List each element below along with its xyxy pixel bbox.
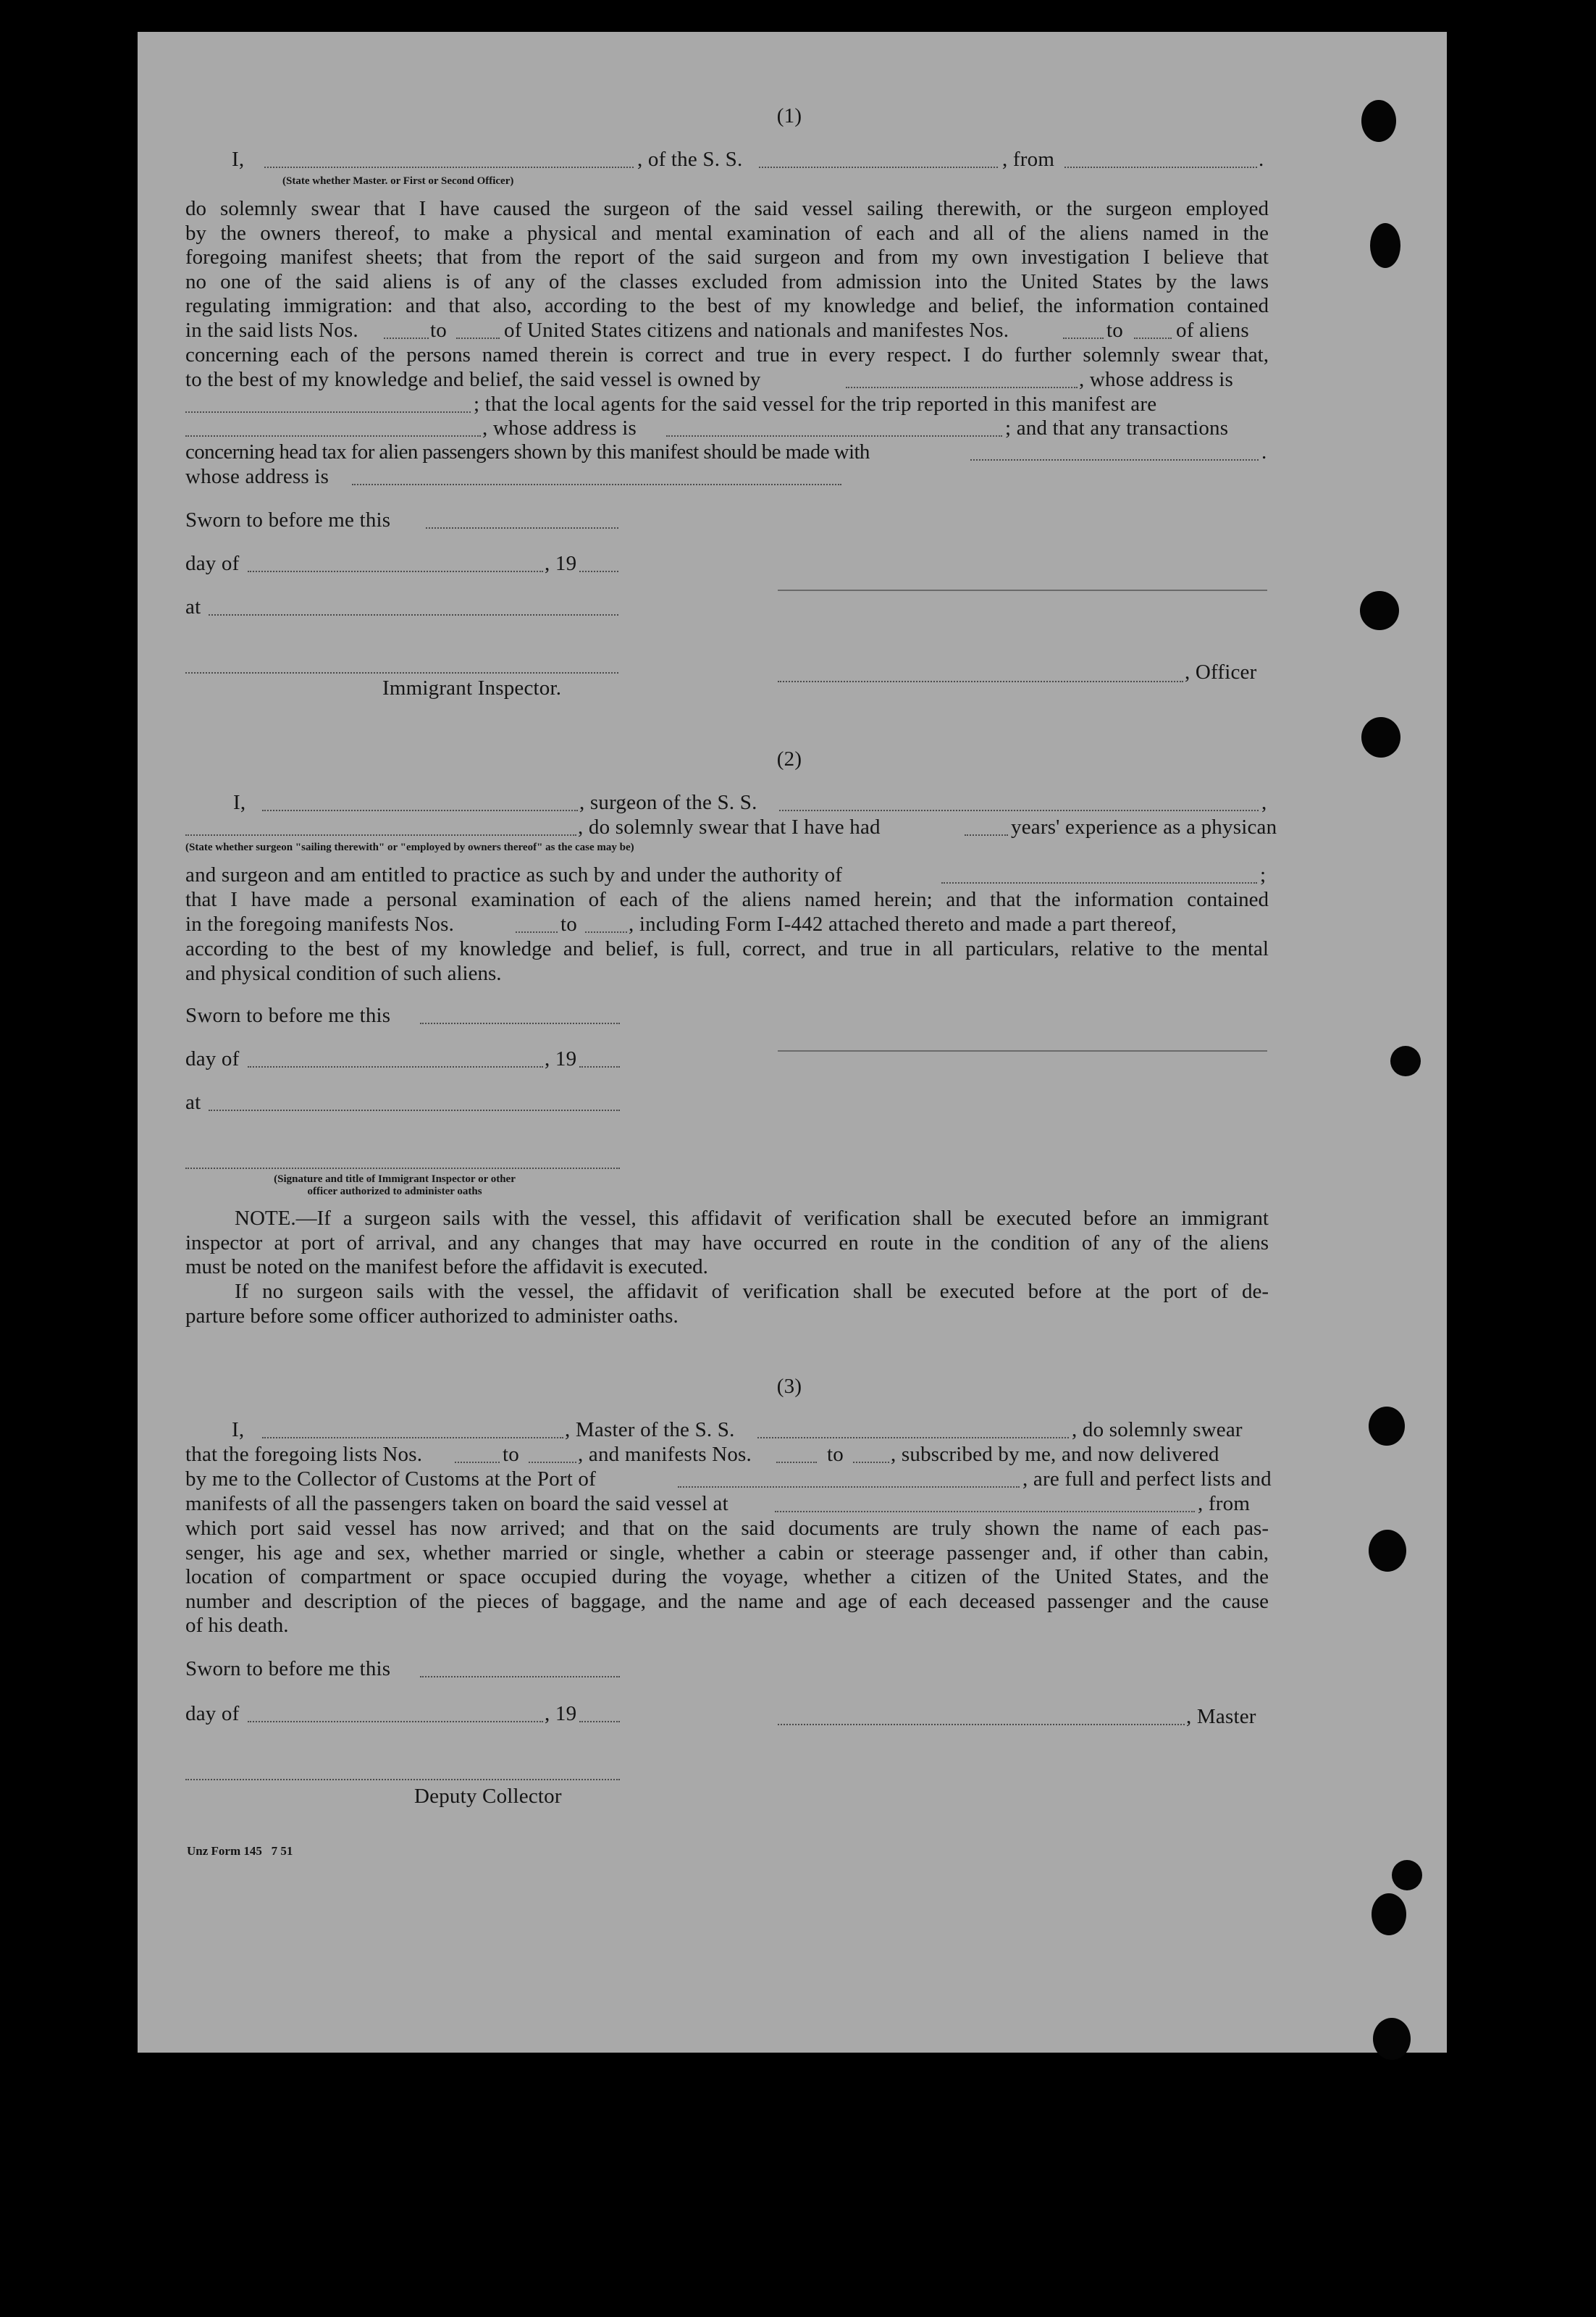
s1-signature-line[interactable] <box>778 590 1267 591</box>
s3-oath-line: location of compartment or space occupied during the voyage, whether a citizen of the United States, and the <box>185 1565 1269 1589</box>
note-line: If no surgeon sails with the vessel, the affidavit of verification shall be executed before at the port of de- <box>235 1280 1269 1303</box>
s3-lists-from-field[interactable] <box>455 1462 500 1463</box>
s3-year-label: , 19 <box>545 1702 577 1725</box>
whose-address-label: whose address is <box>185 465 329 488</box>
binder-hole <box>1392 1860 1422 1890</box>
lists-to-field[interactable] <box>456 338 500 339</box>
form-i442-label: , including Form I-442 attached thereto and made a part thereof, <box>629 913 1177 936</box>
s2-at-field[interactable] <box>209 1110 620 1111</box>
surgeon-name-field[interactable] <box>262 810 578 811</box>
binder-hole <box>1370 223 1400 268</box>
s2-surgeon-ss-label: , surgeon of the S. S. <box>579 791 757 814</box>
s1-oath-line: no one of the said aliens is of any of the classes excluded from admission into the United States by the laws <box>185 269 1269 293</box>
s3-manifests-from-field[interactable] <box>776 1462 817 1463</box>
s1-sworn-day-field[interactable] <box>426 527 618 529</box>
s2-comma: , <box>1261 791 1267 814</box>
s3-lists-to-field[interactable] <box>529 1462 576 1463</box>
s2-month-field[interactable] <box>248 1066 543 1068</box>
s3-i-label: I, <box>232 1418 245 1441</box>
s1-oath-line: regulating immigration: and that also, according to the best of my knowledge and belief, the information contained <box>185 294 1269 318</box>
head-tax-period: . <box>1261 440 1267 464</box>
binder-hole <box>1360 591 1399 630</box>
s2-signature-line[interactable] <box>778 1050 1267 1052</box>
s1-of-ss-label: , of the S. S. <box>637 148 743 171</box>
vessel-name-field[interactable] <box>759 167 998 168</box>
s2-officer-signature-line[interactable] <box>185 1168 620 1169</box>
s3-year-field[interactable] <box>579 1721 620 1722</box>
s2-vessel-field[interactable] <box>779 810 1259 811</box>
s2-manifests-from-field[interactable] <box>516 931 558 933</box>
owner-address-label: , whose address is <box>1079 368 1234 391</box>
aliens-label: of aliens <box>1176 319 1249 342</box>
subscribed-label: , subscribed by me, and now delivered <box>891 1443 1219 1466</box>
perfect-lists-label: , are full and perfect lists and <box>1022 1467 1272 1491</box>
s2-oath-line: according to the best of my knowledge and belief, is full, correct, and true in all particulars, relative to the mental <box>185 937 1269 960</box>
boarding-port-field[interactable] <box>775 1511 1195 1512</box>
binder-hole <box>1369 1407 1405 1446</box>
note-paragraph-1 <box>185 1207 1269 1280</box>
deputy-signature-line[interactable] <box>185 1779 620 1780</box>
head-tax-agent-field[interactable] <box>970 459 1259 461</box>
binder-hole <box>1372 1893 1406 1935</box>
s2-year-field[interactable] <box>579 1066 620 1068</box>
sig-note-line-2: officer authorized to administer oaths <box>307 1186 482 1197</box>
s2-signature-note <box>224 1173 565 1198</box>
owned-by-label: to the best of my knowledge and belief, the said vessel is owned by <box>185 368 761 391</box>
s1-i-label: I, <box>232 148 245 171</box>
head-tax-agent-address-field[interactable] <box>352 484 841 485</box>
form-identifier: Unz Form 145 7 51 <box>187 1844 293 1858</box>
agents-address-label: , whose address is <box>482 416 637 440</box>
head-tax-label: concerning head tax for alien passengers shown by this manifest should be made with <box>185 440 870 464</box>
binder-hole <box>1373 2018 1411 2060</box>
manifests-to-field[interactable] <box>1134 338 1172 339</box>
master-signature-line[interactable] <box>778 1724 1185 1725</box>
note-line: inspector at port of arrival, and any changes that may have occurred en route in the condition of any of the aliens <box>185 1231 1269 1254</box>
binder-hole <box>1369 1530 1406 1572</box>
s2-manifests-to-label: to <box>560 913 577 936</box>
s3-from-label: , from <box>1198 1492 1251 1515</box>
local-agents-field[interactable] <box>185 435 481 437</box>
s1-year-field[interactable] <box>579 571 618 572</box>
binder-hole <box>1361 100 1396 142</box>
local-agents-label: ; that the local agents for the said vessel for the trip reported in this manifest are <box>474 393 1157 416</box>
section-1-number: (1) <box>776 104 802 127</box>
arrival-port-field[interactable] <box>678 1486 1020 1488</box>
binder-hole <box>1361 717 1400 758</box>
s3-manifests-to-label: to <box>827 1443 844 1466</box>
experience-years-field[interactable] <box>965 834 1008 836</box>
note-paragraph-2 <box>185 1280 1269 1328</box>
s3-swear-label: , do solemnly swear <box>1072 1418 1243 1441</box>
owner-address-field[interactable] <box>185 411 471 413</box>
s2-i-label: I, <box>233 791 246 814</box>
s2-manifests-to-field[interactable] <box>585 931 627 933</box>
deputy-collector-label: Deputy Collector <box>414 1785 562 1808</box>
note-line: parture before some officer authorized to administer oaths. <box>185 1304 679 1328</box>
s1-sworn-label: Sworn to before me this <box>185 508 391 532</box>
master-label: , Master <box>1186 1705 1256 1728</box>
s2-oath-text <box>185 888 1269 913</box>
collector-port-label: by me to the Collector of Customs at the Port of <box>185 1467 596 1491</box>
s1-day-of-label: day of <box>185 552 240 575</box>
transactions-label: ; and that any transactions <box>1005 416 1229 440</box>
s3-manifests-to-field[interactable] <box>853 1462 889 1463</box>
s3-sworn-label: Sworn to before me this <box>185 1657 391 1680</box>
s1-period: . <box>1259 148 1264 171</box>
authority-semicolon: ; <box>1260 863 1267 887</box>
s3-oath-text <box>185 1517 1269 1638</box>
surgeon-status-field[interactable] <box>185 834 576 836</box>
officer-name-field[interactable] <box>264 167 634 168</box>
s3-day-of-label: day of <box>185 1702 240 1725</box>
lists-to-label: to <box>430 319 447 342</box>
master-name-field[interactable] <box>262 1437 563 1438</box>
binder-hole <box>1390 1046 1421 1076</box>
s1-oath-text-2 <box>185 343 1269 368</box>
s1-oath-line: do solemnly swear that I have caused the surgeon of the said vessel sailing therewith, or the surgeon employed <box>185 197 1269 220</box>
note-line: NOTE.—If a surgeon sails with the vessel, this affidavit of verification shall be executed before an immigrant <box>235 1207 1269 1230</box>
years-experience-label: years' experience as a physican <box>1011 816 1277 839</box>
s2-sworn-label: Sworn to before me this <box>185 1004 391 1027</box>
inspector-label: Immigrant Inspector. <box>382 676 562 700</box>
s3-manifests-label: , and manifests Nos. <box>578 1443 752 1466</box>
form-page <box>138 32 1447 2053</box>
sig-note-line-1: (Signature and title of Immigrant Inspector or other <box>274 1173 516 1185</box>
lists-from-field[interactable] <box>384 338 429 339</box>
authority-label: and surgeon and am entitled to practice as such by and under the authority of <box>185 863 843 887</box>
s2-oath-line: that I have made a personal examination of each of the aliens named herein; and that the information contained <box>185 888 1269 911</box>
s3-lists-to-label: to <box>503 1443 519 1466</box>
s3-month-field[interactable] <box>248 1721 543 1722</box>
s1-oath-line: by the owners thereof, to make a physical and mental examination of each and all of the aliens named in the <box>185 221 1269 245</box>
citizens-manifests-label: of United States citizens and nationals and manifestes Nos. <box>504 319 1009 342</box>
officer-label: , Officer <box>1185 661 1257 684</box>
section-2-number: (2) <box>776 747 802 771</box>
master-ss-label: , Master of the S. S. <box>565 1418 735 1441</box>
s3-oath-line: senger, his age and sex, whether married or single, whether a cabin or steerage passenger and, if other than cabin, <box>185 1541 1269 1564</box>
note-line: must be noted on the manifest before the affidavit is executed. <box>185 1255 708 1279</box>
manifests-from-field[interactable] <box>1063 338 1104 339</box>
s2-day-of-label: day of <box>185 1047 240 1070</box>
boarding-label: manifests of all the passengers taken on board the said vessel at <box>185 1492 728 1515</box>
s1-month-field[interactable] <box>248 571 543 572</box>
surgeon-status-note: (State whether surgeon "sailing therewith" or "employed by owners thereof" as the case may be) <box>185 842 634 853</box>
inspector-signature-line[interactable] <box>185 672 618 674</box>
s1-at-label: at <box>185 595 201 619</box>
s3-vessel-field[interactable] <box>757 1437 1069 1438</box>
owner-field[interactable] <box>846 387 1078 388</box>
s3-oath-line: of his death. <box>185 1614 289 1638</box>
s1-oath-line: foregoing manifest sheets; that from the report of the said surgeon and from my own investigation I believe that <box>185 246 1269 269</box>
s2-manifests-label: in the foregoing manifests Nos. <box>185 913 455 936</box>
s1-from-label: , from <box>1002 148 1055 171</box>
lists-label: in the said lists Nos. <box>185 319 358 342</box>
s3-lists-label: that the foregoing lists Nos. <box>185 1443 423 1466</box>
s3-oath-line: which port said vessel has now arrived; and that on the said documents are truly shown the name of each pas- <box>185 1517 1269 1540</box>
s1-oath-text <box>185 197 1269 319</box>
s2-year-label: , 19 <box>545 1047 577 1070</box>
s1-at-field[interactable] <box>209 614 618 616</box>
s2-oath-line: and physical condition of such aliens. <box>185 961 502 985</box>
s3-oath-line: number and description of the pieces of baggage, and the name and age of each deceased passenger and the cause <box>185 1589 1269 1613</box>
s2-oath-text-2 <box>185 937 1269 986</box>
experience-label: , do solemnly swear that I have had <box>578 816 881 839</box>
s1-oath-line: concerning each of the persons named therein is correct and true in every respect. I do further solemnly swear that, <box>185 343 1269 366</box>
departure-port-field[interactable] <box>1064 167 1257 168</box>
s2-sworn-day-field[interactable] <box>420 1023 620 1024</box>
s2-at-label: at <box>185 1091 201 1114</box>
s1-year-label: , 19 <box>545 552 577 575</box>
officer-signature-line[interactable] <box>778 681 1183 682</box>
authority-field[interactable] <box>941 882 1257 884</box>
s3-sworn-day-field[interactable] <box>420 1676 620 1677</box>
manifests-to-label: to <box>1106 319 1123 342</box>
section-3-number: (3) <box>776 1375 802 1398</box>
officer-title-note: (State whether Master. or First or Second Officer) <box>282 175 514 187</box>
agents-address-field[interactable] <box>666 435 1002 437</box>
